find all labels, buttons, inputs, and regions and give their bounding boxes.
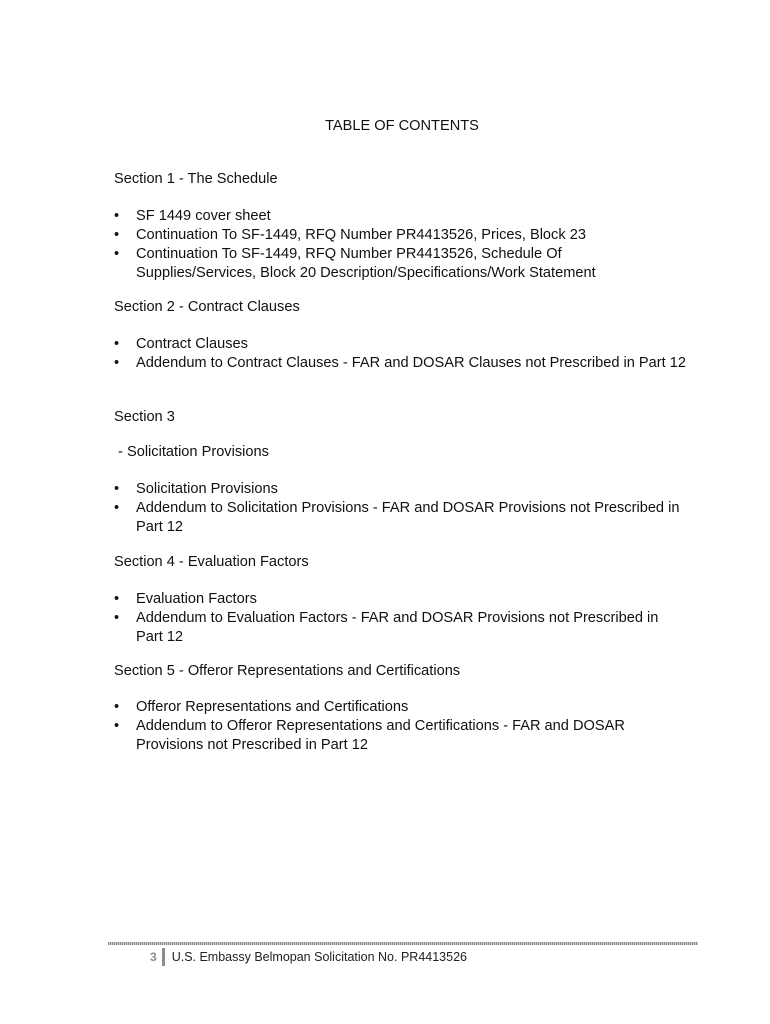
bullet-icon: • [114,336,120,352]
section-2-list [114,335,694,373]
list-item [114,590,689,609]
list-item [114,499,694,537]
list-item-text: Continuation To SF-1449, RFQ Number PR4413526, Schedule Of Supplies/Services, Block 20 Description/Specifications/Work Statement [136,246,596,281]
list-item [114,480,694,499]
bullet-icon: • [114,246,120,262]
list-item [114,698,674,717]
list-item-text: Addendum to Contract Clauses - FAR and DOSAR Clauses not Prescribed in Part 12 [136,355,686,371]
section-2-heading: Section 2 - Contract Clauses [114,299,300,315]
section-3-heading: Section 3 [114,409,175,425]
list-item [114,226,634,245]
list-item [114,245,634,283]
list-item-text: Contract Clauses [136,336,248,352]
bullet-icon: • [114,591,120,607]
list-item [114,609,689,647]
list-item [114,717,674,755]
section-5-list [114,698,674,755]
list-item [114,207,634,226]
section-3-subheading: - Solicitation Provisions [114,444,269,460]
page-footer [150,946,467,968]
section-4-heading: Section 4 - Evaluation Factors [114,554,309,570]
section-4-list [114,590,689,647]
bullet-icon: • [114,718,120,734]
footer-divider [108,942,698,945]
list-item-text: Evaluation Factors [136,591,257,607]
bullet-icon: • [114,699,120,715]
page-number: 3 [150,950,157,964]
list-item-text: Addendum to Evaluation Factors - FAR and DOSAR Provisions not Prescribed in Part 12 [136,610,659,645]
list-item-text: Solicitation Provisions [136,481,278,497]
section-5-heading: Section 5 - Offeror Representations and Certifications [114,663,461,679]
section-3-list [114,480,694,537]
footer-text: U.S. Embassy Belmopan Solicitation No. PR4413526 [171,950,467,964]
bullet-icon: • [114,610,120,626]
list-item-text: SF 1449 cover sheet [136,208,271,224]
bullet-icon: • [114,500,120,516]
list-item [114,354,694,373]
page-title: TABLE OF CONTENTS [325,118,479,134]
bullet-icon: • [114,208,120,224]
list-item-text: Addendum to Offeror Representations and Certifications - FAR and DOSAR Provisions not Prescribed in Part 12 [136,718,625,753]
list-item-text: Continuation To SF-1449, RFQ Number PR4413526, Prices, Block 23 [136,227,586,243]
list-item-text: Addendum to Solicitation Provisions - FAR and DOSAR Provisions not Prescribed in Part 12 [136,500,680,535]
section-1-list [114,207,634,283]
bullet-icon: • [114,481,120,497]
section-1-heading: Section 1 - The Schedule [114,171,278,187]
list-item [114,335,694,354]
bullet-icon: • [114,227,120,243]
list-item-text: Offeror Representations and Certifications [136,699,409,715]
bullet-icon: • [114,355,120,371]
footer-separator [162,948,165,966]
